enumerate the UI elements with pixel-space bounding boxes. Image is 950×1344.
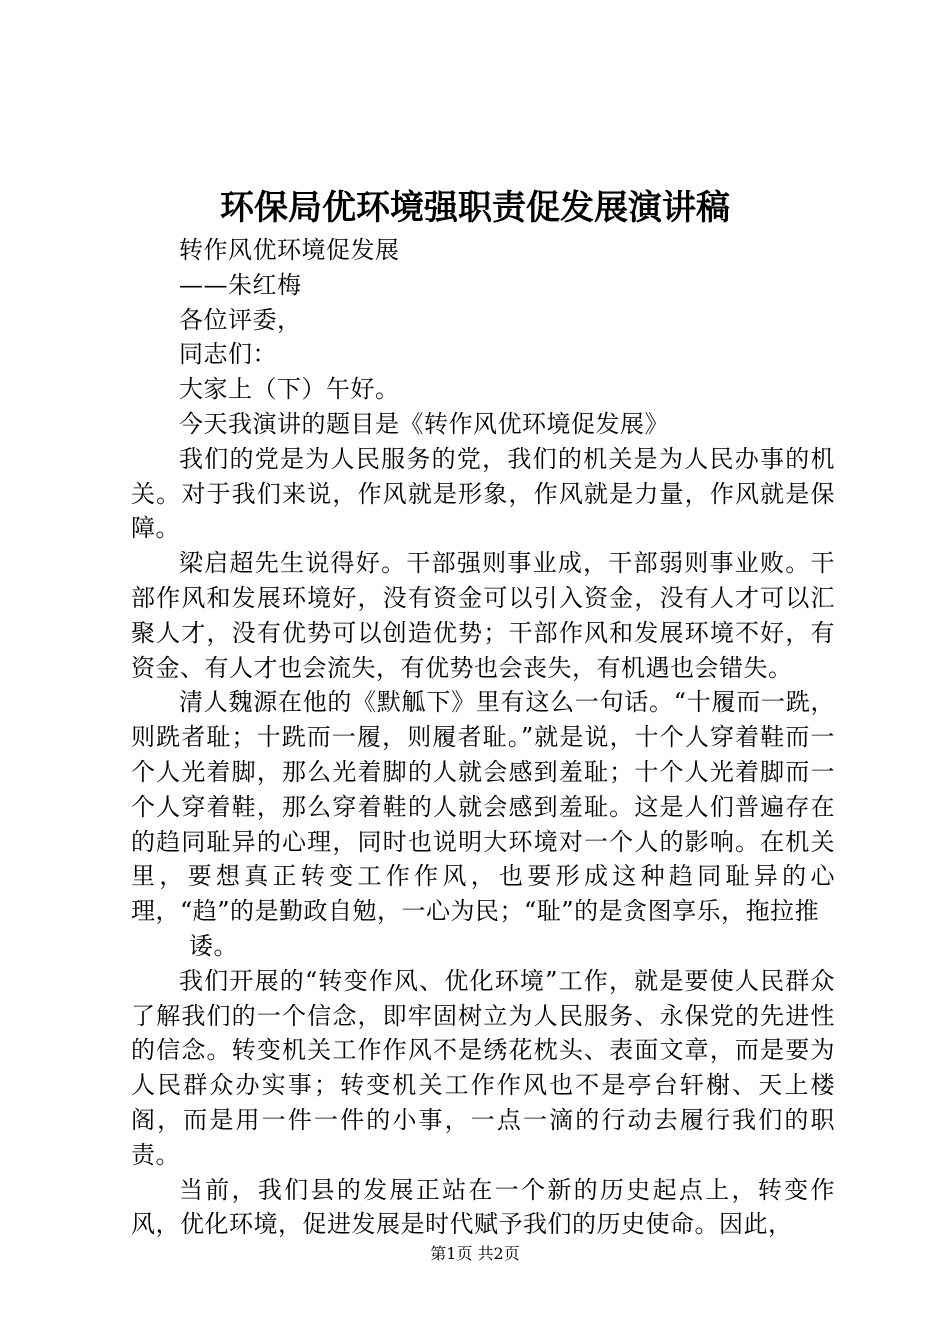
paragraph: 当前，我们县的发展正站在一个新的历史起点上，转变作风，优化环境，促进发展是时代赋予我们的历史使命。因此， [131,1175,835,1239]
salutation-comrades: 同志们： [179,340,277,369]
salutation-judges: 各位评委， [179,305,302,334]
speech-topic: 今天我演讲的题目是《转作风优环境促发展》 [179,409,669,438]
document-body [131,233,835,1242]
document-title: 环保局优环境强职责促发展演讲稿 [220,188,730,228]
speech-subtitle: 转作风优环境促发展 [179,236,400,264]
paragraph: 我们开展的“转变作风、优化环境”工作，就是要使人民群众了解我们的一个信念，即牢固树立为人民服务、永保党的先进性的信念。转变机关工作作风不是绣花枕头、表面文章，而是要为人民群众办实事；转变机关工作作风也不是亭台轩榭、天上楼阁，而是用一件一件的小事，一点一滴的行动去履行我们的职责。 [131,966,835,1169]
speech-author: ——朱红梅 [179,270,302,299]
paragraph: 我们的党是为人民服务的党，我们的机关是为人民办事的机关。对于我们来说，作风就是形象，作风就是力量，作风就是保障。 [131,444,835,543]
greeting: 大家上（下）午好。 [179,375,400,404]
paragraph-fragment: 诿。 [189,931,238,960]
page-footer: 第1页 共2页 [430,1244,520,1263]
paragraph: 清人魏源在他的《默觚下》里有这么一句话。“十履而一跣，则跣者耻；十跣而一履，则履者耻。”就是说，十个人穿着鞋而一个人光着脚，那么光着脚的人就会感到羞耻；十个人光着脚而一个人穿着鞋，那么穿着鞋的人就会感到羞耻。这是人们普遍存在的趋同耻异的心理，同时也说明大环境对一个人的影响。在机关里，要想真正转变工作作风，也要形成这种趋同耻异的心理，“趋”的是勤政自勉，一心为民；“耻”的是贪图享乐，拖拉推 [131,688,835,926]
paragraph: 梁启超先生说得好。干部强则事业成，干部弱则事业败。干部作风和发展环境好，没有资金可以引入资金，没有人才可以汇聚人才，没有优势可以创造优势；干部作风和发展环境不好，有资金、有人才也会流失，有优势也会丧失，有机遇也会错失。 [131,549,835,682]
